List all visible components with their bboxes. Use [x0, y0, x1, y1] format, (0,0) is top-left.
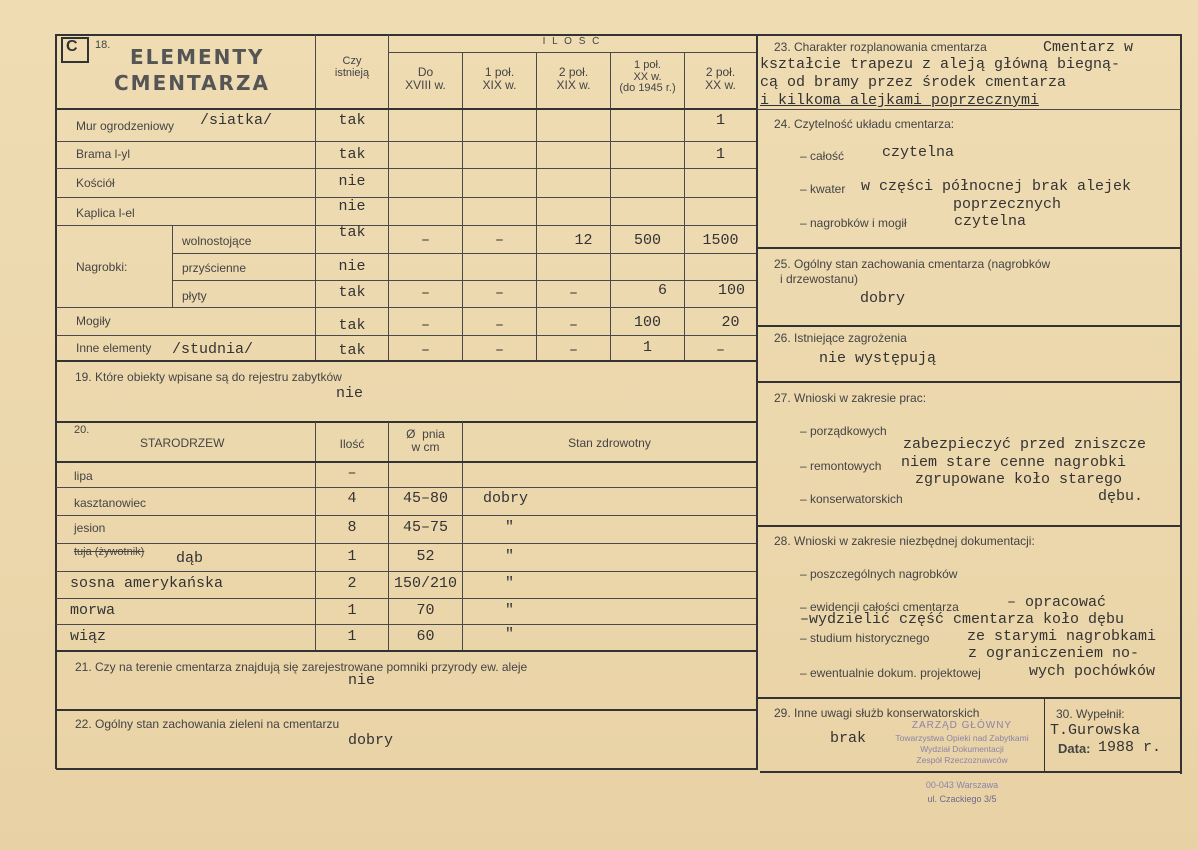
- s28-answer-line: – opracować: [1007, 594, 1107, 611]
- s20-diameter: 60: [416, 628, 435, 645]
- s18-col-line: [684, 53, 685, 360]
- s30-date: 1988 r.: [1098, 739, 1162, 756]
- s18-period-1: 1 poł. XIX w.: [482, 65, 517, 92]
- s25-bottom-rule: [757, 325, 1181, 327]
- s28-item: – studium historycznego: [800, 631, 930, 645]
- s18-value: –: [568, 342, 578, 359]
- s20-count: 4: [347, 490, 357, 507]
- s27-item: – porządkowych: [800, 424, 887, 438]
- s20-health: ": [505, 626, 515, 643]
- s18-row-label: Mur ogrodzeniowy: [76, 119, 175, 133]
- frame-top: [56, 34, 1182, 36]
- s18-value: 1500: [702, 232, 739, 249]
- s19-label: 19. Które obiekty wpisane są do rejestru zabytków: [75, 370, 342, 384]
- s20-col-diameter: Ø pnia w cm: [406, 427, 445, 454]
- s26-label: 26. Istniejące zagrożenia: [774, 331, 907, 345]
- stamp-line: 00-043 Warszawa: [925, 779, 999, 790]
- s19-bottom-rule: [56, 421, 756, 423]
- s25-answer: dobry: [860, 290, 906, 307]
- s18-value: –: [420, 285, 430, 302]
- s23-answer-line: kształcie trapezu z aleją główną biegną-: [760, 56, 1121, 73]
- stamp-line: ZARZĄD GŁÓWNY: [911, 720, 1013, 731]
- s18-row-label: Inne elementy: [76, 341, 152, 355]
- s18-bottom-rule: [56, 360, 756, 362]
- s28-item: – ewentualnie dokum. projektowej: [800, 666, 981, 680]
- s18-value: –: [494, 285, 504, 302]
- s27-item: – remontowych: [800, 459, 882, 473]
- s20-health: ": [505, 602, 515, 619]
- s20-bottom-rule: [56, 650, 756, 652]
- s18-exists: nie: [338, 258, 366, 275]
- s18-row-line: [172, 280, 756, 281]
- corner-letter: C: [66, 38, 78, 55]
- s26-answer: nie występują: [819, 350, 937, 367]
- s18-row-label: Kaplica l-el: [76, 206, 135, 220]
- s18-period-2: 2 poł. XIX w.: [556, 65, 591, 92]
- s18-row-line: [56, 307, 756, 308]
- s30-name: T.Gurowska: [1050, 722, 1141, 739]
- s18-value: –: [420, 317, 430, 334]
- s30-date-label: Data:: [1058, 741, 1091, 756]
- s18-exists: tak: [338, 224, 366, 241]
- s18-row-label: Brama l-yl: [76, 147, 131, 161]
- s18-row-note: /studnia/: [172, 341, 254, 358]
- s20-row-line: [56, 598, 756, 599]
- s20-row-line: [56, 571, 756, 572]
- s18-value: –: [494, 317, 504, 334]
- s24-item-label: – kwater: [800, 182, 846, 196]
- s20-diameter: 52: [416, 548, 435, 565]
- s23-answer-line: cą od bramy przez środek cmentarza: [760, 74, 1067, 91]
- s20-row-line: [56, 487, 756, 488]
- s18-value: 12: [574, 232, 593, 249]
- s21-bottom-rule: [56, 709, 756, 711]
- s18-col-exists: Czy istnieją: [334, 55, 370, 79]
- s23-bottom-rule: [757, 109, 1181, 110]
- s20-count: 1: [347, 602, 357, 619]
- s27-bottom-rule: [757, 525, 1181, 527]
- s27-label: 27. Wnioski w zakresie prac:: [774, 391, 927, 405]
- s24-item-answer: czytelna: [882, 144, 955, 161]
- s18-value: –: [715, 342, 725, 359]
- s27-answer-line: niem stare cenne nagrobki: [901, 454, 1127, 471]
- s18-exists: tak: [338, 146, 366, 163]
- s28-answer-line: wych pochówków: [1029, 663, 1156, 680]
- s27-answer-line: zgrupowane koło starego: [915, 471, 1123, 488]
- s18-row-line: [172, 253, 756, 254]
- s18-value: –: [494, 232, 504, 249]
- s20-col-health: Stan zdrowotny: [568, 436, 651, 450]
- s20-number: 20.: [74, 424, 90, 436]
- s18-row-line: [56, 197, 756, 198]
- s21-answer: nie: [348, 672, 376, 689]
- stamp-line: Wydział Dokumentacji: [920, 743, 1004, 754]
- s20-diameter: 70: [416, 602, 435, 619]
- s28-label: 28. Wnioski w zakresie niezbędnej dokumentacji:: [774, 534, 1035, 548]
- s28-answer-line: ze starymi nagrobkami: [967, 628, 1157, 645]
- s28-item: – poszczególnych nagrobków: [800, 567, 958, 581]
- s18-row-label: wolnostojące: [182, 234, 252, 248]
- s18-row-line: [56, 141, 756, 142]
- s18-row-line: [56, 335, 756, 336]
- s18-row-label: Kościół: [76, 176, 115, 190]
- s20-count: 1: [347, 628, 357, 645]
- s27-item: – konserwatorskich: [800, 492, 903, 506]
- s20-tree-name: kasztanowiec: [74, 496, 147, 510]
- s18-value: 20: [721, 314, 740, 331]
- s18-row-note: /siatka/: [200, 112, 273, 129]
- s18-title-line2: CMENTARZA: [114, 71, 270, 95]
- s25-label-line2: i drzewostanu): [780, 272, 859, 286]
- s18-value: 500: [633, 232, 661, 249]
- s27-answer-line: dębu.: [1098, 488, 1144, 505]
- s18-col-line: [462, 53, 463, 360]
- frame-bottom-left: [56, 768, 758, 770]
- s29-answer: brak: [830, 730, 867, 747]
- s20-count: –: [347, 465, 357, 482]
- s20-row-line: [56, 624, 756, 625]
- s20-health: ": [505, 575, 515, 592]
- s20-tree-name: morwa: [70, 602, 116, 619]
- s20-col-count: Ilość: [339, 437, 365, 451]
- s20-count: 8: [347, 519, 357, 536]
- s24-item-answer: w części północnej brak alejek: [861, 178, 1132, 195]
- s18-value: 100: [633, 314, 661, 331]
- s18-exists: tak: [338, 112, 366, 129]
- organization-stamp: [882, 719, 1042, 805]
- s24-item-answer2: poprzecznych: [953, 196, 1062, 213]
- s23-answer-line1: Cmentarz w: [1043, 39, 1134, 56]
- s18-col-line: [536, 53, 537, 360]
- s24-bottom-rule: [757, 247, 1181, 249]
- s18-row-label: płyty: [182, 289, 207, 303]
- s18-value: 1: [715, 112, 725, 129]
- s18-value: –: [568, 285, 578, 302]
- s20-tree-name: jesion: [74, 521, 106, 535]
- s18-value: –: [420, 232, 430, 249]
- s28-bottom-rule: [757, 697, 1181, 699]
- s20-count: 1: [347, 548, 357, 565]
- s24-item-label: – nagrobków i mogił: [800, 216, 907, 230]
- s29-label: 29. Inne uwagi służb konserwatorskich: [774, 706, 980, 720]
- s18-group-divider: [172, 226, 173, 307]
- s18-exists: nie: [338, 198, 366, 215]
- s18-exists: tak: [338, 317, 366, 334]
- s18-row-label: Mogiły: [76, 314, 111, 328]
- s24-label: 24. Czytelność układu cmentarza:: [774, 117, 955, 131]
- frame-left: [55, 34, 57, 769]
- s18-col-quantity: I L O Ś Ć: [542, 36, 602, 47]
- s18-row-label: przyścienne: [182, 261, 247, 275]
- s20-col-line: [462, 422, 463, 650]
- s20-tree-name: sosna amerykańska: [70, 575, 224, 592]
- s20-tree-name: dąb: [176, 550, 204, 567]
- s18-group-label: Nagrobki:: [76, 260, 128, 274]
- s28-answer-line: –wydzielić część cmentarza koło dębu: [800, 611, 1125, 628]
- s29-s30-divider: [1044, 698, 1045, 771]
- s24-item-label: – całość: [800, 149, 845, 163]
- s18-period-3: 1 poł. XX w. (do 1945 r.): [619, 59, 676, 95]
- s20-header-rule: [56, 461, 756, 463]
- s18-quantity-rule: [388, 52, 756, 53]
- stamp-line: ul. Czackiego 3/5: [927, 794, 997, 805]
- s18-col-line: [610, 53, 611, 360]
- s20-count: 2: [347, 575, 357, 592]
- stamp-line: Towarzystwa Opieki nad Zabytkami: [895, 732, 1029, 743]
- s25-label-line1: 25. Ogólny stan zachowania cmentarza (nagrobków: [774, 257, 1051, 271]
- s20-health: dobry: [483, 490, 529, 507]
- s18-value: 1: [642, 339, 652, 356]
- s20-tree-name: lipa: [74, 469, 93, 483]
- s20-tree-name: wiąz: [70, 628, 107, 645]
- s18-row-line: [56, 225, 756, 226]
- s20-diameter: 150/210: [393, 575, 457, 592]
- s20-row-line: [56, 515, 756, 516]
- s28-item: – ewidencji całości cmentarza: [800, 600, 959, 614]
- s20-health: ": [505, 519, 515, 536]
- s18-header-rule: [56, 108, 756, 110]
- s18-title-line1: ELEMENTY: [130, 45, 265, 69]
- s20-health: ": [505, 548, 515, 565]
- s19-answer: nie: [336, 385, 364, 402]
- s30-label: 30. Wypełnił:: [1056, 707, 1125, 721]
- s18-exists: nie: [338, 173, 366, 190]
- s18-value: –: [494, 342, 504, 359]
- s18-value: 6: [657, 282, 667, 299]
- s26-bottom-rule: [757, 381, 1181, 383]
- s18-number: 18.: [95, 39, 111, 51]
- s22-label: 22. Ogólny stan zachowania zieleni na cmentarzu: [75, 717, 340, 731]
- s18-value: –: [568, 317, 578, 334]
- s21-label: 21. Czy na terenie cmentarza znajdują się zarejestrowane pomniki przyrody ew. aleje: [75, 660, 528, 674]
- s18-period-0: Do XVIII w.: [405, 65, 446, 92]
- s28-answer-line: z ograniczeniem no-: [968, 645, 1140, 662]
- s22-answer: dobry: [348, 732, 394, 749]
- s18-exists: tak: [338, 284, 366, 301]
- s20-diameter: 45–80: [402, 490, 448, 507]
- s20-row-line: [56, 543, 756, 544]
- s18-row-line: [56, 168, 756, 169]
- s18-exists: tak: [338, 342, 366, 359]
- frame-center: [756, 34, 758, 770]
- frame-right: [1180, 34, 1182, 774]
- s20-title: STARODRZEW: [140, 436, 225, 450]
- stamp-line: Zespół Rzeczoznawców: [916, 755, 1008, 766]
- s18-period-4: 2 poł. XX w.: [705, 65, 736, 92]
- s23-label: 23. Charakter rozplanowania cmentarza: [774, 40, 987, 54]
- s18-value: –: [420, 342, 430, 359]
- s18-value: 100: [717, 282, 745, 299]
- s23-answer-line: i kilkoma alejkami poprzecznymi: [760, 92, 1040, 109]
- s20-tree-printed-crossed: tuja (żywotnik): [74, 546, 145, 558]
- s24-item-answer: czytelna: [954, 213, 1027, 230]
- s20-diameter: 45–75: [402, 519, 448, 536]
- s18-value: 1: [715, 146, 725, 163]
- s27-answer-line: zabezpieczyć przed zniszcze: [903, 436, 1147, 453]
